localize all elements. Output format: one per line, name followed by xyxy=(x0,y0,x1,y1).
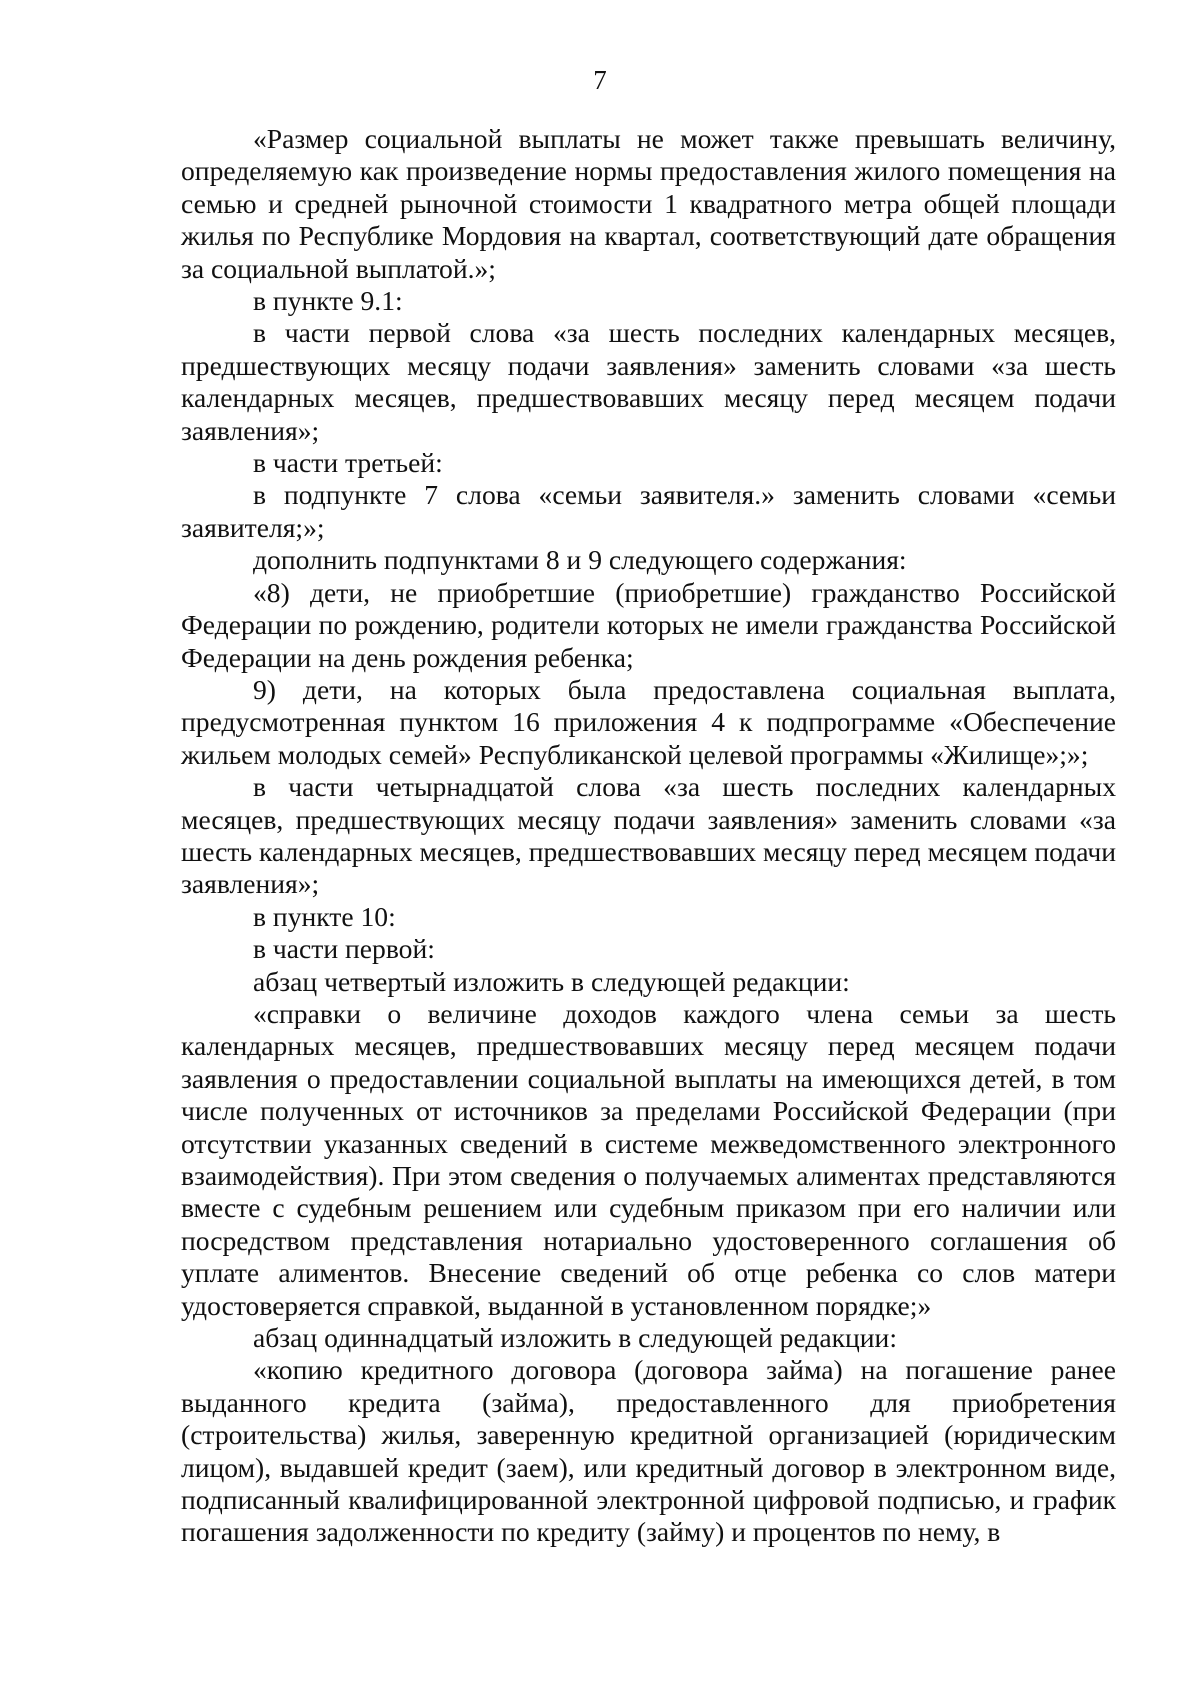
paragraph-credit-agreement: «копию кредитного договора (договора займа) на погашение ранее выданного кредита (займа), предоставленного для приобретения (строительства) жилья, заверенную кредитной организацией (юридическим лицом), выдавшей кредит (заем), или кредитный договор в электронном виде, подписанный квалифицированной электронной цифровой подписью, и график погашения задолженности по кредиту (займу) и процентов по нему, в xyxy=(181,1354,1116,1548)
paragraph-part-three: в части третьей: xyxy=(253,447,443,479)
document-body xyxy=(181,123,1116,1549)
paragraph-abzac-eleven: абзац одиннадцатый изложить в следующей редакции: xyxy=(253,1322,897,1354)
paragraph-part-one: в части первой: xyxy=(253,933,435,965)
paragraph-part-one-amendment: в части первой слова «за шесть последних календарных месяцев, предшествующих месяцу подачи заявления» заменить словами «за шесть календарных месяцев, предшествовавших месяцу перед месяцем подачи заявления»; xyxy=(181,317,1116,446)
paragraph-item-9-1: в пункте 9.1: xyxy=(253,285,403,317)
paragraph-income-certificates: «справки о величине доходов каждого члена семьи за шесть календарных месяцев, предшествовавших месяцу перед месяцем подачи заявления о предоставлении социальной выплаты на имеющихся детей, в том числе полученных от источников за пределами Российской Федерации (при отсутствии указанных сведений в системе межведомственного электронного взаимодействия). При этом сведения о получаемых алиментах представляются вместе с судебным решением или судебным приказом при его наличии или посредством представления нотариально удостоверенного соглашения об уплате алиментов. Внесение сведений об отце ребенка со слов матери удостоверяется справкой, выданной в установленном порядке;» xyxy=(181,997,1116,1321)
paragraph-social-payment-limit: «Размер социальной выплаты не может также превышать величину, определяемую как произведение нормы предоставления жилого помещения на семью и средней рыночной стоимости 1 квадратного метра общей площади жилья по Республике Мордовия на квартал, соответствующий дате обращения за социальной выплатой.»; xyxy=(181,123,1116,284)
paragraph-item-10: в пункте 10: xyxy=(253,900,396,932)
paragraph-subitem-7: в подпункте 7 слова «семьи заявителя.» заменить словами «семьи заявителя;»; xyxy=(181,479,1116,543)
paragraph-subitem-8: «8) дети, не приобретшие (приобретшие) гражданство Российской Федерации по рождению, родители которых не имели гражданства Российской Федерации на день рождения ребенка; xyxy=(181,576,1116,673)
page-number: 7 xyxy=(593,65,607,95)
paragraph-subitem-9: 9) дети, на которых была предоставлена социальная выплата, предусмотренная пунктом 16 приложения 4 к подпрограмме «Обеспечение жильем молодых семей» Республиканской целевой программы «Жилище»;»; xyxy=(181,673,1116,770)
paragraph-abzac-four: абзац четвертый изложить в следующей редакции: xyxy=(253,965,850,997)
paragraph-add-subitems: дополнить подпунктами 8 и 9 следующего содержания: xyxy=(253,544,907,576)
paragraph-part-fourteen: в части четырнадцатой слова «за шесть последних календарных месяцев, предшествующих месяцу подачи заявления» заменить словами «за шесть календарных месяцев, предшествовавших месяцу перед месяцем подачи заявления»; xyxy=(181,771,1116,900)
